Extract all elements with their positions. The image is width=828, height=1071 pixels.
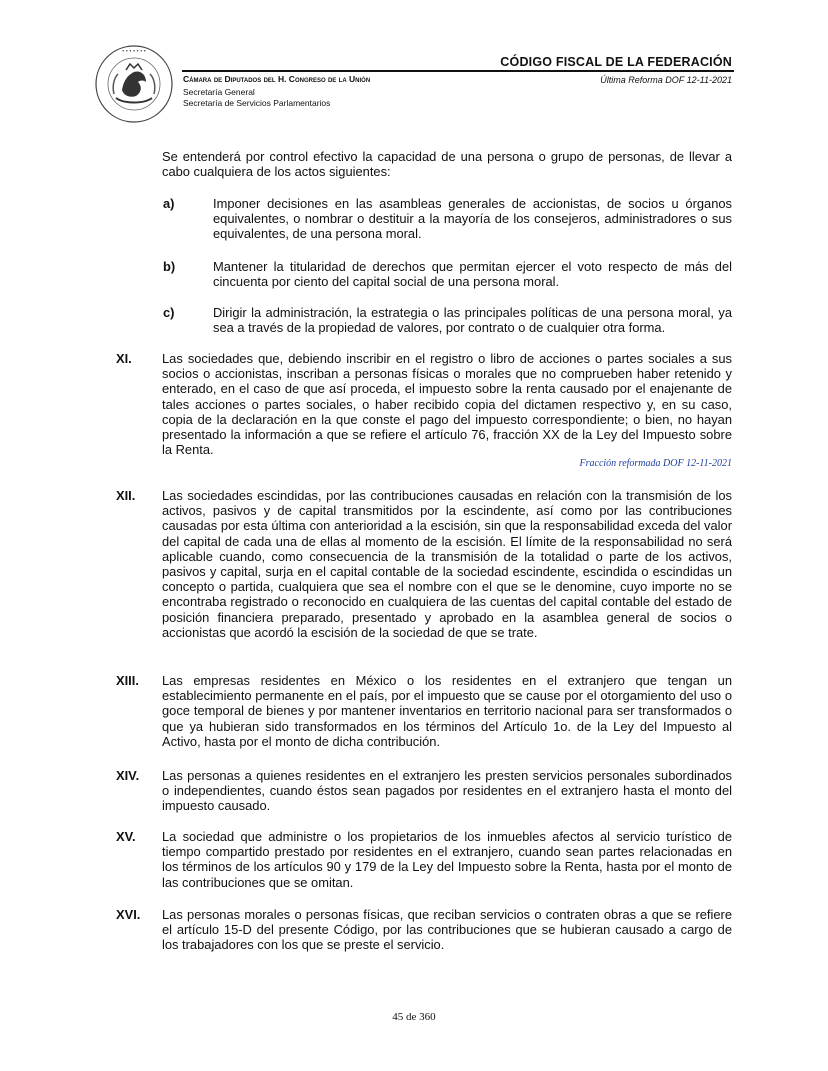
intro-paragraph: Se entenderá por control efectivo la capacidad de una persona o grupo de personas, de llevar a cabo cualquiera de los actos siguientes: <box>162 149 732 180</box>
header-parliamentary-services: Secretaría de Servicios Parlamentarios <box>183 98 331 108</box>
subitem-c-text: Dirigir la administración, la estrategia o las principales políticas de una persona moral, ya sea a través de la propiedad de valores, por contrato o de cualquier otra forma. <box>213 305 732 336</box>
reform-note: Fracción reformada DOF 12-11-2021 <box>579 458 732 469</box>
page-number: 45 de 360 <box>392 1011 436 1023</box>
fraction-xii-text: Las sociedades escindidas, por las contribuciones causadas en relación con la transmisión de los activos, pasivos y de capital transmitidos por la escindente, así como por las contribuciones causadas por esta última con anterioridad a la escisión, sin que la responsabilidad exceda del valor del capital de cada una de ellas al momento de la escisión. El límite de la responsabilidad no será aplicable cuando, como consecuencia de la transmisión de la totalidad o parte de los activos, pasivos y capital, surja en el capital contable de la sociedad escindente, escindida o escindidas un concepto o partida, cualquiera que sea el nombre con el que se le denomine, cuyo importe no se encontraba registrado o reconocido en cualquiera de las cuentas del capital contable del estado de posición financiera preparado, presentado y aprobado en la asamblea general de socios o accionistas que acordó la escisión de la sociedad de que se trate. <box>162 488 732 640</box>
subitem-b-text: Mantener la titularidad de derechos que permitan ejercer el voto respecto de más del cincuenta por ciento del capital social de una persona moral. <box>213 259 732 290</box>
fraction-xv-text: La sociedad que administre o los propietarios de los inmuebles afectos al servicio turístico de tiempo compartido prestado por residentes en el extranjero, cuando sean partes relacionadas en los términos de los artículos 90 y 179 de la Ley del Impuesto sobre la Renta, hasta por el monto de las contribuciones que se omitan. <box>162 829 732 890</box>
fraction-xvi-text: Las personas morales o personas físicas, que reciban servicios o contraten obras a que se refiere el artículo 15-D del presente Código, por las contribuciones que se hubieran causado a cargo de los trabajadores con los que se preste el servicio. <box>162 907 732 953</box>
fraction-xiii-text: Las empresas residentes en México o los residentes en el extranjero que tengan un establecimiento permanente en el país, por el impuesto que se cause por el otorgamiento del uso o goce temporal de bienes y por mantener inventarios en territorio nacional para ser transformados o que ya hubieran sido transformados en los términos del Artículo 1o. de la Ley del Impuesto al Activo, hasta por el monto de dicha contribución. <box>162 673 732 749</box>
fraction-xv-label: XV. <box>116 829 136 844</box>
last-reform-date: Última Reforma DOF 12-11-2021 <box>600 75 732 85</box>
svg-text:• • • • • • •: • • • • • • • <box>122 49 146 55</box>
coat-of-arms-seal-icon <box>94 44 174 124</box>
fraction-xiv-text: Las personas a quienes residentes en el extranjero les presten servicios personales subordinados o independientes, cuando éstos sean pagados por residentes en el extranjero hasta el monto del impuesto causado. <box>162 768 732 814</box>
header-secretariat: Secretaría General <box>183 87 255 97</box>
document-title: CÓDIGO FISCAL DE LA FEDERACIÓN <box>500 55 732 69</box>
header-divider <box>182 70 734 72</box>
subitem-c-label: c) <box>163 305 175 320</box>
fraction-xiii-label: XIII. <box>116 673 139 688</box>
fraction-xiv-label: XIV. <box>116 768 140 783</box>
header-organization: Cámara de Diputados del H. Congreso de la Unión <box>183 74 371 84</box>
fraction-xvi-label: XVI. <box>116 907 141 922</box>
fraction-xi-label: XI. <box>116 351 132 366</box>
subitem-b-label: b) <box>163 259 176 274</box>
fraction-xii-label: XII. <box>116 488 136 503</box>
subitem-a-label: a) <box>163 196 175 211</box>
subitem-a-text: Imponer decisiones en las asambleas generales de accionistas, de socios u órganos equivalentes, o nombrar o destituir a la mayoría de los consejeros, administradores o sus equivalentes, de una persona moral. <box>213 196 732 242</box>
fraction-xi-text: Las sociedades que, debiendo inscribir en el registro o libro de acciones o partes sociales a sus socios o accionistas, inscriban a personas físicas o morales que no comprueben haber retenido y enterado, en el caso de que así proceda, el impuesto sobre la renta causado por el enajenante de tales acciones o partes sociales, o haber recibido copia del dictamen respectivo y, en su caso, copia de la declaración en la que conste el pago del impuesto correspondiente; o bien, no hayan presentado la información a que se refiere el artículo 76, fracción XX de la Ley del Impuesto sobre la Renta. <box>162 351 732 458</box>
